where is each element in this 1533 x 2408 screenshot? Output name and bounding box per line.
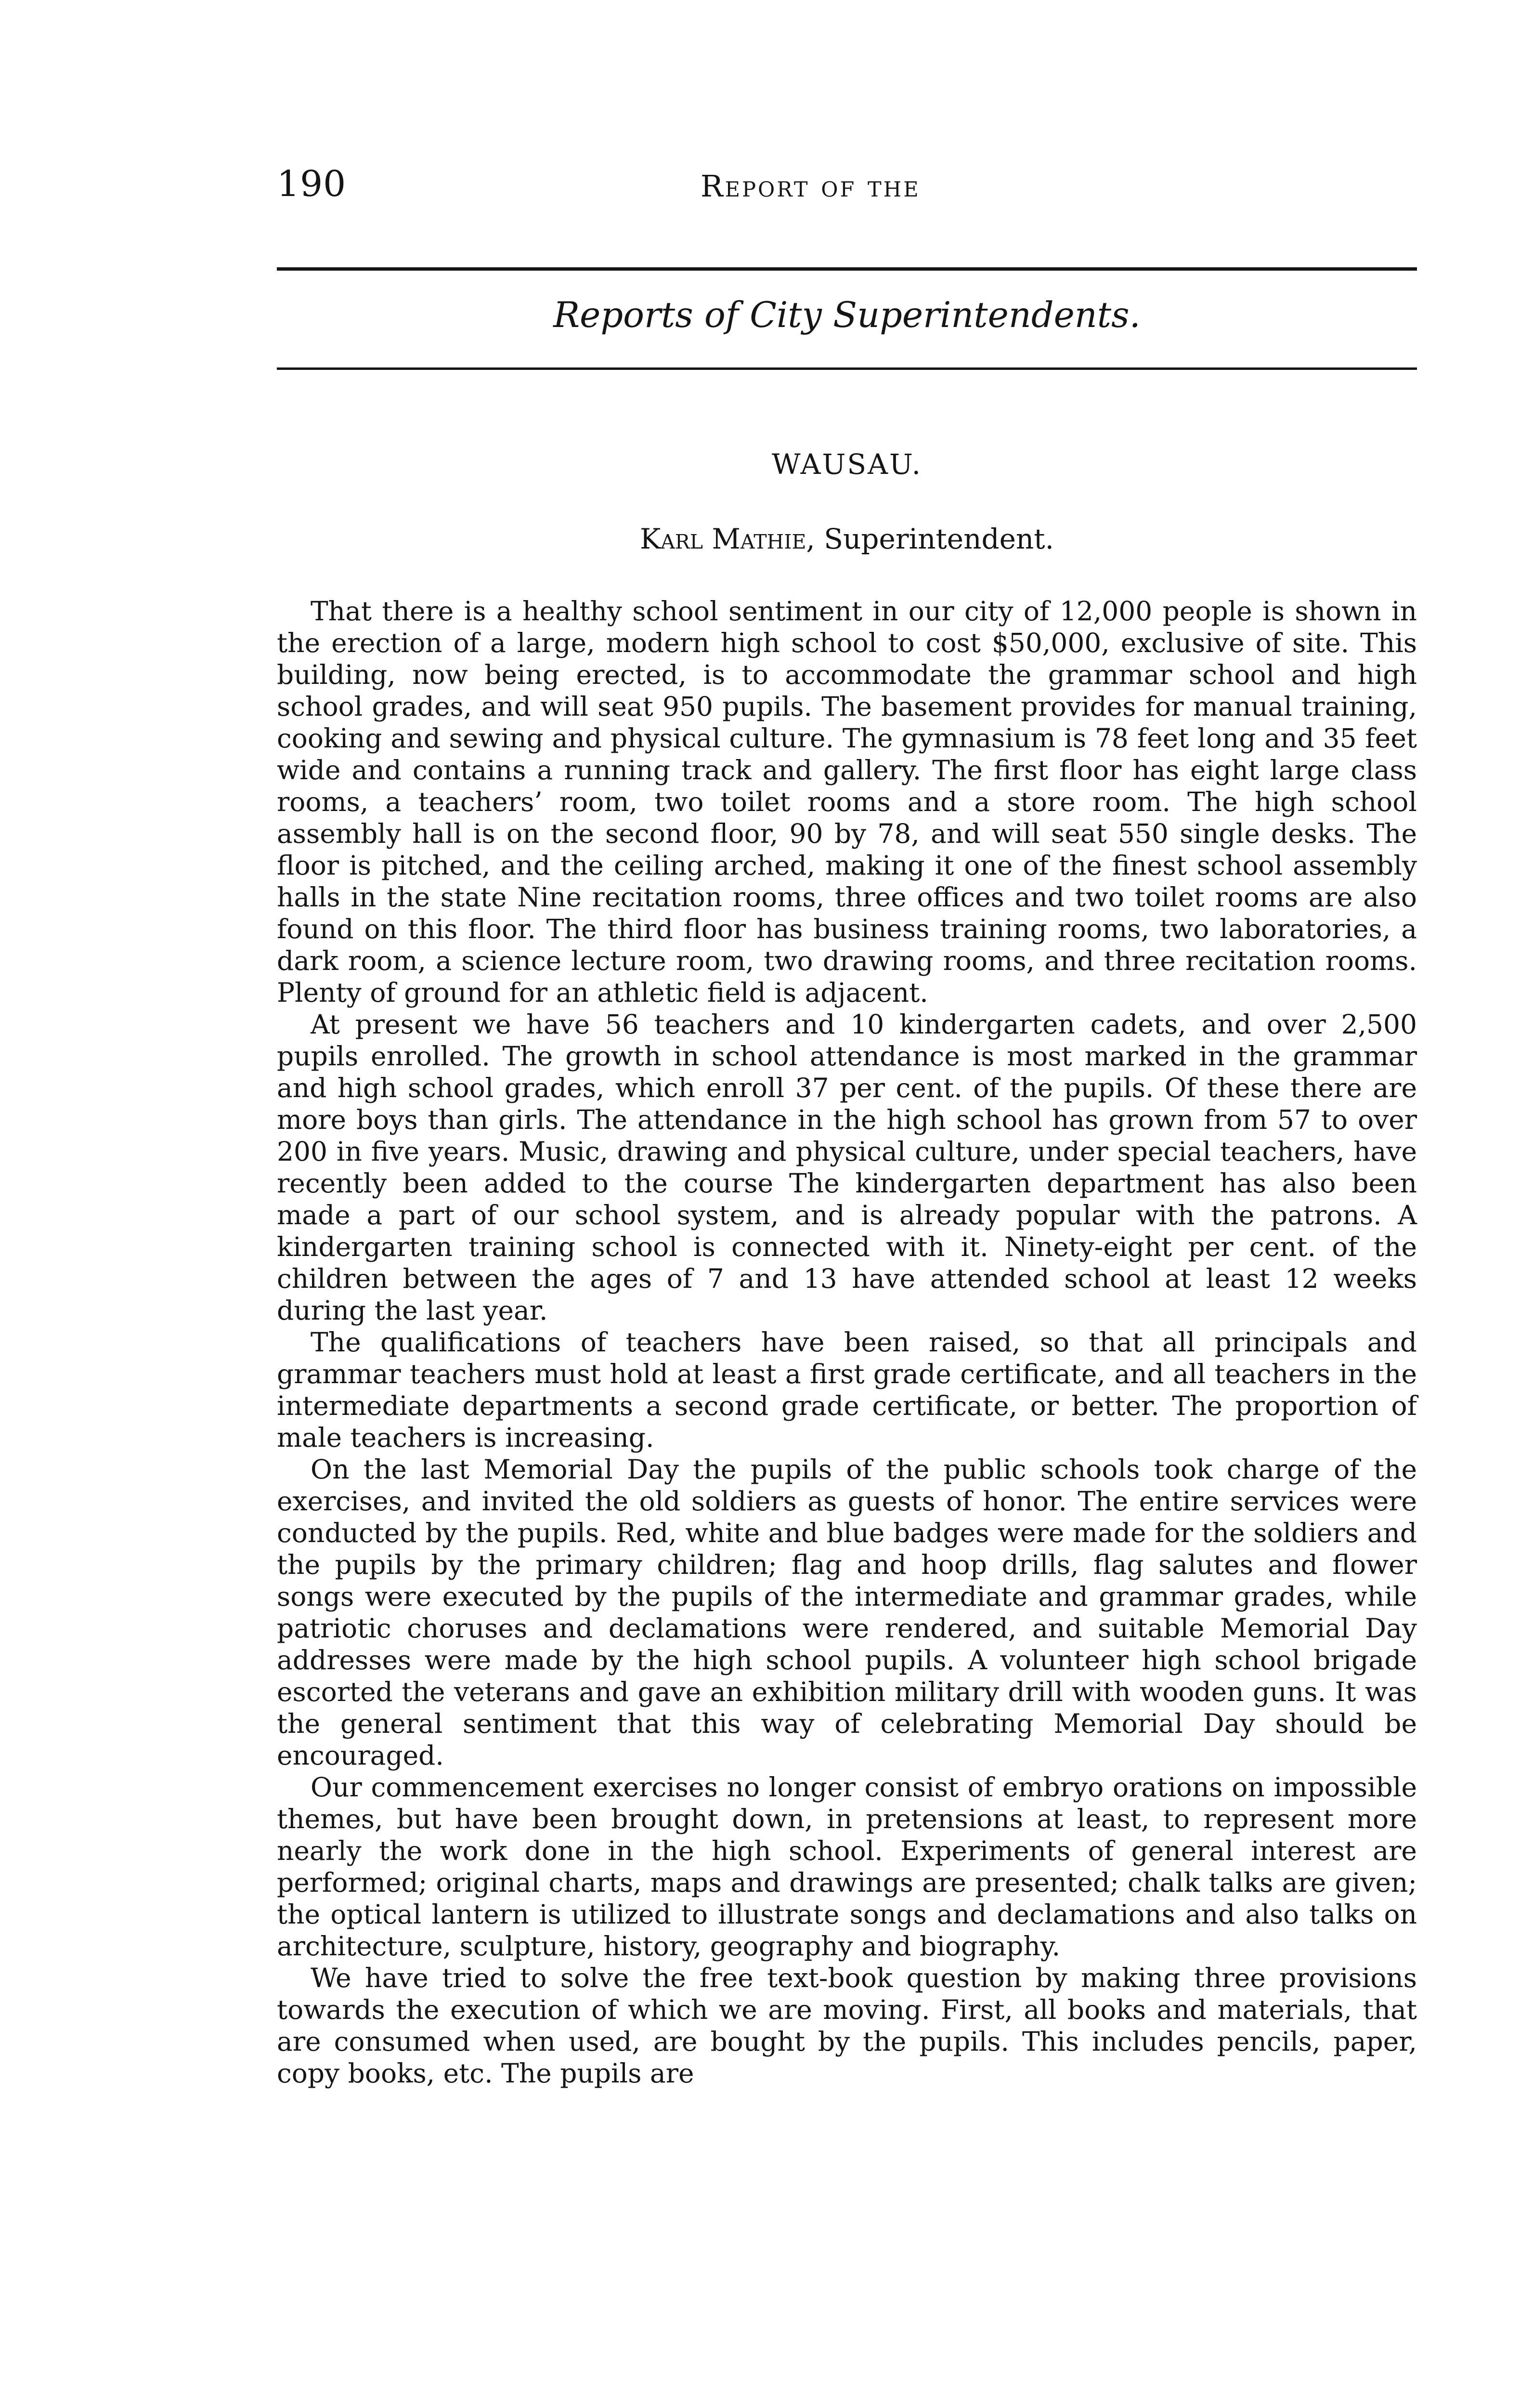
paragraph-school-building: That there is a healthy school sentiment in our city of 12,000 people is shown in the erection of a large, modern high school to cost $50,000, exclusive of site. This building, now being erected, is to accommodate the grammar school and high school grades, and will seat 950 pupils. The basement provides for manual training, cooking and sewing and physical culture. The gymnasium is 78 feet long and 35 feet wide and contains a running track and gallery. The first floor has eight large class rooms, a teachers’ room, two toilet rooms and a store room. The high school assembly hall is on the second floor, 90 by 78, and will seat 550 single desks. The floor is pitched, and the ceiling arched, making it one of the finest school assembly halls in the state Nine recitation rooms, three offices and two toilet rooms are also found on this floor. The third floor has business training rooms, two laboratories, a dark room, a science lecture room, two drawing rooms, and three recitation rooms. Plenty of ground for an athletic field is adjacent. xyxy=(277,596,1417,1008)
running-head: Report of the xyxy=(701,169,921,204)
paragraph-memorial-day: On the last Memorial Day the pupils of the public schools took charge of the exercises, and invited the old soldiers as guests of honor. The entire services were conducted by the pupils. Red, white and blue badges were made for the soldiers and the pupils by the primary children; flag and hoop drills, flag salutes and flower songs were executed by the pupils of the intermediate and grammar grades, while patriotic choruses and declamations were rendered, and suitable Memorial Day addresses were made by the high school pupils. A volunteer high school brigade escorted the veterans and gave an exhibition military drill with wooden guns. It was the general sentiment that this way of celebrating Memorial Day should be encouraged. xyxy=(277,1454,1417,1771)
paragraph-teachers-enrollment: At present we have 56 teachers and 10 kindergarten cadets, and over 2,500 pupils enrolled. The growth in school attendance is most marked in the grammar and high school grades, which enroll 37 per cent. of the pupils. Of these there are more boys than girls. The attendance in the high school has grown from 57 to over 200 in five years. Music, drawing and physical culture, under special teachers, have recently been added to the course The kindergarten department has also been made a part of our school system, and is already popular with the patrons. A kindergarten training school is connected with it. Ninety-eight per cent. of the children between the ages of 7 and 13 have attended school at least 12 weeks during the last year. xyxy=(277,1009,1417,1326)
superintendent-title: , Superintendent. xyxy=(806,523,1054,555)
paragraph-teacher-qualifications: The qualifications of teachers have been raised, so that all principals and grammar teachers must hold at least a first grade certificate, and all teachers in the intermediate departments a second grade certificate, or better. The proportion of male teachers is increasing. xyxy=(277,1327,1417,1453)
superintendent-line xyxy=(277,525,1417,553)
paragraph-commencement: Our commencement exercises no longer consist of embryo orations on impossible themes, but have been brought down, in pretensions at least, to represent more nearly the work done in the high school. Experiments of general interest are performed; original charts, maps and drawings are presented; chalk talks are given; the optical lantern is utilized to illustrate songs and declamations and also talks on architecture, sculpture, history, geography and biography. xyxy=(277,1772,1417,1962)
report-body xyxy=(277,595,1417,2089)
section-title: Reports of City Superintendents. xyxy=(553,295,1141,336)
page-number: 190 xyxy=(277,163,347,205)
city-heading: WAUSAU. xyxy=(771,448,922,481)
top-rule xyxy=(277,267,1417,271)
paragraph-text-books: We have tried to solve the free text-book question by making three provisions towards the execution of which we are moving. First, all books and materials, that are consumed when used, are bought by the pupils. This includes pencils, paper, copy books, etc. The pupils are xyxy=(277,1963,1417,2089)
section-rule xyxy=(277,367,1417,370)
superintendent-name: Karl Mathie xyxy=(639,523,806,555)
